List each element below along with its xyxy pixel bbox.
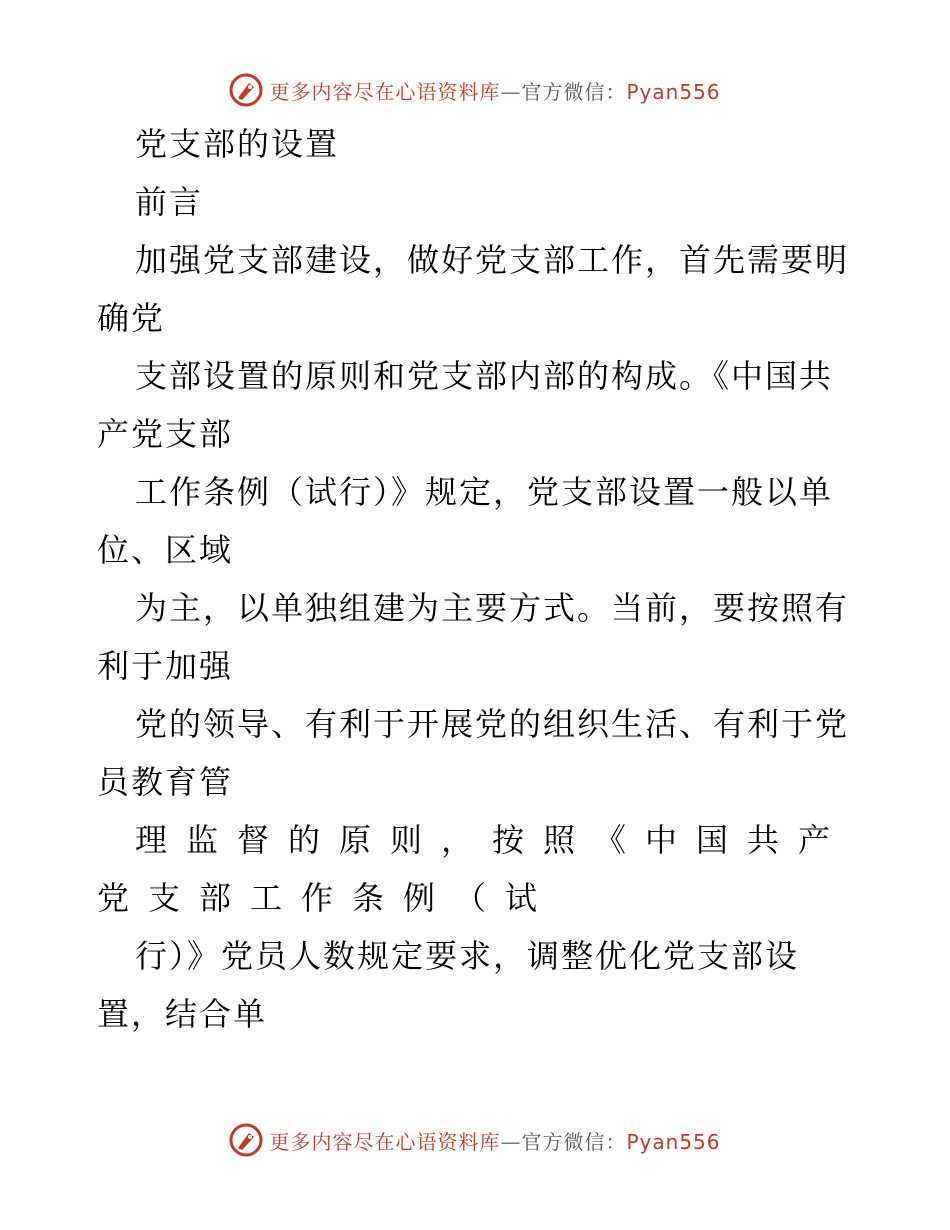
paragraph-line: 加强党支部建设，做好党支部工作，首先需要明 — [135, 241, 850, 279]
watermark-separator: — — [500, 1129, 522, 1154]
paragraph-line: 产党支部 — [97, 415, 234, 453]
paragraph-line: 党支部工作条例（试 — [97, 879, 557, 917]
paragraph-line: 员教育管 — [97, 763, 234, 801]
section-heading: 前言 — [135, 183, 204, 221]
document-title: 党支部的设置 — [135, 125, 340, 163]
paragraph-line: 理监督的原则，按照《中国共产 — [135, 821, 850, 859]
paragraph-line: 行）》党员人数规定要求，调整优化党支部设 — [135, 937, 800, 975]
watermark-text — [269, 1126, 720, 1155]
paragraph-line: 党的领导、有利于开展党的组织生活、有利于党 — [135, 705, 850, 743]
watermark-wechat-id: Pyan556 — [626, 79, 721, 104]
watermark-site-text: 更多内容尽在心语资料库 — [269, 79, 501, 104]
watermark-wechat-label: 官方微信： — [521, 1129, 627, 1154]
footer-watermark — [0, 1120, 950, 1160]
paragraph-line: 工作条例（试行）》规定，党支部设置一般以单 — [135, 473, 834, 511]
paragraph-line: 确党 — [97, 299, 166, 337]
watermark-wechat-label: 官方微信： — [521, 79, 627, 104]
header-watermark — [0, 70, 950, 110]
watermark-separator: — — [500, 79, 522, 104]
paragraph-line: 为主，以单独组建为主要方式。当前，要按照有 — [135, 589, 850, 627]
watermark-site-text: 更多内容尽在心语资料库 — [269, 1129, 501, 1154]
pen-nib-logo-icon — [229, 73, 263, 107]
paragraph-line: 利于加强 — [97, 647, 234, 685]
paragraph-line: 支部设置的原则和党支部内部的构成。《中国共 — [135, 357, 834, 395]
watermark-text — [269, 76, 720, 105]
document-body — [97, 115, 857, 1043]
paragraph-line: 位、区域 — [97, 531, 234, 569]
paragraph-line: 置，结合单 — [97, 995, 268, 1033]
pen-nib-logo-icon — [229, 1123, 263, 1157]
watermark-wechat-id: Pyan556 — [626, 1129, 721, 1154]
